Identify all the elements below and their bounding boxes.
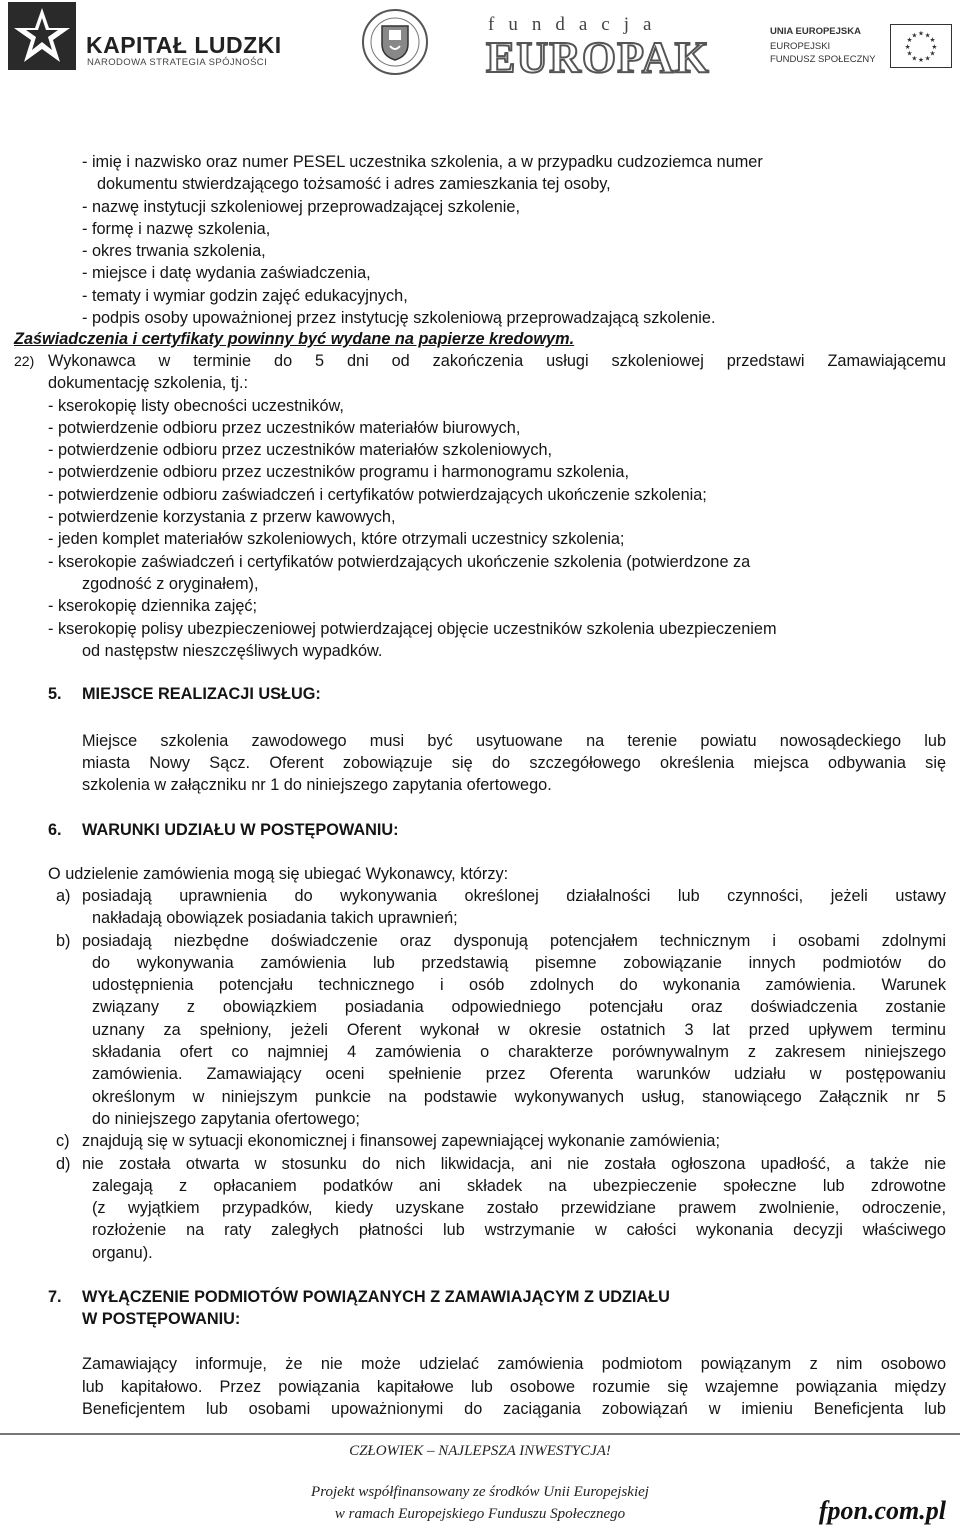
watermark-link[interactable]: fpon.com.pl [818, 1496, 946, 1525]
svg-text:★: ★ [911, 54, 918, 63]
list-label: a) [56, 887, 71, 905]
text-line: - imię i nazwisko oraz numer PESEL uczestnika szkolenia, a w przypadku cudzoziemca numer [82, 153, 763, 171]
text-line: nakładają obowiązek posiadania takich uprawnień; [92, 909, 458, 927]
text-line: uznany za spełniony, jeżeli Oferent wykonał w okresie ostatnich 3 lat przed upływem terminu [92, 1021, 946, 1039]
text-line: udostępnienia potencjału technicznego i osób zdolnych do wykonania zamówienia. Warunek [92, 976, 946, 994]
text-line: O udzielenie zamówienia mogą się ubiegać Wykonawcy, którzy: [48, 865, 509, 883]
svg-text:★: ★ [929, 36, 936, 45]
section-number: 6. [48, 821, 62, 839]
fundacja-europak-logo [486, 14, 711, 82]
text-line: zamówienia. Zamawiający oceni spełnienie przez Oferenta warunków udziału w postępowaniu [92, 1065, 946, 1083]
text-line: - podpis osoby upoważnionej przez instytucję szkoleniową przeprowadzającą szkolenie. [82, 309, 716, 327]
section-number: 5. [48, 685, 62, 703]
eu-logo [770, 20, 955, 70]
text-line: (z wyjątkiem przypadków, kiedy uzyskane zostało przewidziane prawem zwolnienie, odroczenie, [92, 1199, 946, 1217]
kapital-ludzki-logo [8, 2, 282, 70]
text-line: od następstw nieszczęśliwych wypadków. [82, 642, 383, 660]
footer-slogan: CZŁOWIEK – NAJLEPSZA INWESTYCJA! [349, 1443, 611, 1459]
text-line: Zamawiający informuje, że nie może udzielać zamówienia podmiotom powiązanym z nim osobowo [82, 1355, 946, 1373]
svg-text:★: ★ [918, 56, 924, 65]
section-heading: MIEJSCE REALIZACJI USŁUG: [82, 685, 321, 703]
text-line: - potwierdzenie odbioru zaświadczeń i certyfikatów potwierdzających ukończenie szkolenia; [48, 486, 707, 504]
text-line: miasta Nowy Sącz. Oferent zobowiązuje się do szczegółowego określenia miejsca odbywania się [82, 754, 946, 772]
text-line: posiadają niezbędne doświadczenie oraz dysponują potencjałem technicznym i osobami zdolnymi [82, 932, 946, 950]
svg-text:★: ★ [931, 42, 938, 51]
text-line: Beneficjentem lub osobami upoważnionymi do zaciągania zobowiązań w imieniu Beneficjenta lub [82, 1400, 946, 1418]
ue-line1: UNIA EUROPEJSKA [770, 26, 861, 37]
text-line: - potwierdzenie odbioru przez uczestników materiałów szkoleniowych, [48, 441, 553, 459]
footer-divider [0, 1433, 960, 1435]
crest-icon [360, 8, 430, 76]
text-line: - nazwę instytucji szkoleniowej przeprowadzającej szkolenie, [82, 198, 520, 216]
text-line: - potwierdzenie odbioru przez uczestników programu i harmonogramu szkolenia, [48, 463, 629, 481]
ue-line3: FUNDUSZ SPOŁECZNY [770, 54, 876, 65]
text-line: posiadają uprawnienia do wykonywania określonej działalności lub czynności, jeżeli ustawy [82, 887, 946, 905]
text-line: Miejsce szkolenia zawodowego musi być usytuowane na terenie powiatu nowosądeckiego lub [82, 732, 946, 750]
text-line: nie została otwarta w stosunku do nich likwidacja, ani nie została ogłoszona upadłość, a także nie [82, 1155, 946, 1173]
section-number: 7. [48, 1288, 62, 1306]
text-line: - kserokopię polisy ubezpieczeniowej potwierdzającej objęcie uczestników szkolenia ubezpieczeniem [48, 620, 777, 638]
text-line: - formę i nazwę szkolenia, [82, 220, 271, 238]
text-line: związany z obowiązkiem posiadania odpowiedniego potencjału oraz doświadczenia zostanie [92, 998, 946, 1016]
notice-line: Zaświadczenia i certyfikaty powinny być wydane na papierze kredowym. [14, 330, 575, 348]
text-line: dokumentu stwierdzającego tożsamość i adres zamieszkania tej osoby, [97, 175, 611, 193]
text-line: rozłożenie na raty zaległych płatności lub wstrzymanie w całości wykonania decyzji właściwego [92, 1221, 946, 1239]
list-label: c) [56, 1132, 70, 1150]
text-line: zalegają z opłacaniem podatków ani składek na ubezpieczenie społeczne lub zdrowotne [92, 1177, 946, 1195]
list-label: d) [56, 1155, 71, 1173]
text-line: - potwierdzenie odbioru przez uczestników materiałów biurowych, [48, 419, 521, 437]
eu-flag-icon [890, 24, 952, 68]
page-header [0, 0, 960, 80]
svg-text:★: ★ [906, 49, 913, 58]
list-label: b) [56, 932, 71, 950]
text-line: - kserokopię dziennika zajęć; [48, 597, 258, 615]
europak-label: EUROPAK [486, 33, 710, 82]
svg-text:★: ★ [918, 29, 924, 38]
fundacja-label: fundacja [488, 14, 666, 35]
text-line: zgodność z oryginałem), [82, 575, 259, 593]
star-icon [8, 2, 76, 70]
text-line: - potwierdzenie korzystania z przerw kawowych, [48, 508, 396, 526]
text-line: lub kapitałowo. Przez powiązania kapitałowe lub osobowe rozumie się wzajemne powiązania między [82, 1378, 946, 1396]
text-line: znajdują się w sytuacji ekonomicznej i finansowej zapewniającej wykonanie zamówienia; [82, 1132, 721, 1150]
item-number: 22) [14, 353, 35, 369]
text-line: - miejsce i datę wydania zaświadczenia, [82, 264, 371, 282]
text-line: szkolenia w załączniku nr 1 do niniejszego zapytania ofertowego. [82, 776, 552, 794]
text-line: do wykonywania zamówienia lub przedstawią pisemne zobowiązanie innych podmiotów do [92, 954, 946, 972]
svg-text:★: ★ [906, 36, 913, 45]
text-line: - tematy i wymiar godzin zajęć edukacyjnych, [82, 287, 408, 305]
text-line: składania ofert co najmniej 4 zamówienia o charakterze porównywalnym z zakresem niniejszego [92, 1043, 946, 1061]
ue-line2: EUROPEJSKI [770, 41, 831, 52]
footer-line1: Projekt współfinansowany ze środków Unii Europejskiej [311, 1484, 649, 1500]
kapital-subtitle: NARODOWA STRATEGIA SPÓJNOŚCI [87, 57, 268, 68]
text-line: organu). [92, 1244, 153, 1262]
svg-text:★: ★ [924, 54, 931, 63]
text-line: dokumentację szkolenia, tj.: [48, 374, 249, 392]
kapital-title: KAPITAŁ LUDZKI [86, 32, 282, 58]
text-line: określonym w niniejszym punkcie na podstawie wykonywanych usług, stanowiącego Załącznik nr 5 [92, 1088, 946, 1106]
svg-text:★: ★ [904, 42, 911, 51]
section-heading: WARUNKI UDZIAŁU W POSTĘPOWANIU: [82, 821, 399, 839]
section-heading: WYŁĄCZENIE PODMIOTÓW POWIĄZANYCH Z ZAMAWIAJĄCYM Z UDZIAŁU [82, 1288, 670, 1306]
text-line: - jeden komplet materiałów szkoleniowych, które otrzymali uczestnicy szkolenia; [48, 530, 625, 548]
text-line: - kserokopię listy obecności uczestników, [48, 397, 344, 415]
svg-text:★: ★ [929, 49, 936, 58]
text-line: do niniejszego zapytania ofertowego; [92, 1110, 360, 1128]
text-line: Wykonawca w terminie do 5 dni od zakończenia usługi szkoleniowej przedstawi Zamawiającemu [48, 352, 946, 370]
footer-line2: w ramach Europejskiego Funduszu Społecznego [334, 1506, 626, 1522]
svg-text:★: ★ [911, 31, 918, 40]
section-heading: W POSTĘPOWANIU: [82, 1310, 241, 1328]
svg-text:★: ★ [924, 31, 931, 40]
text-line: - okres trwania szkolenia, [82, 242, 266, 260]
text-line: - kserokopie zaświadczeń i certyfikatów potwierdzających ukończenie szkolenia (potwierdzone za [48, 553, 751, 571]
